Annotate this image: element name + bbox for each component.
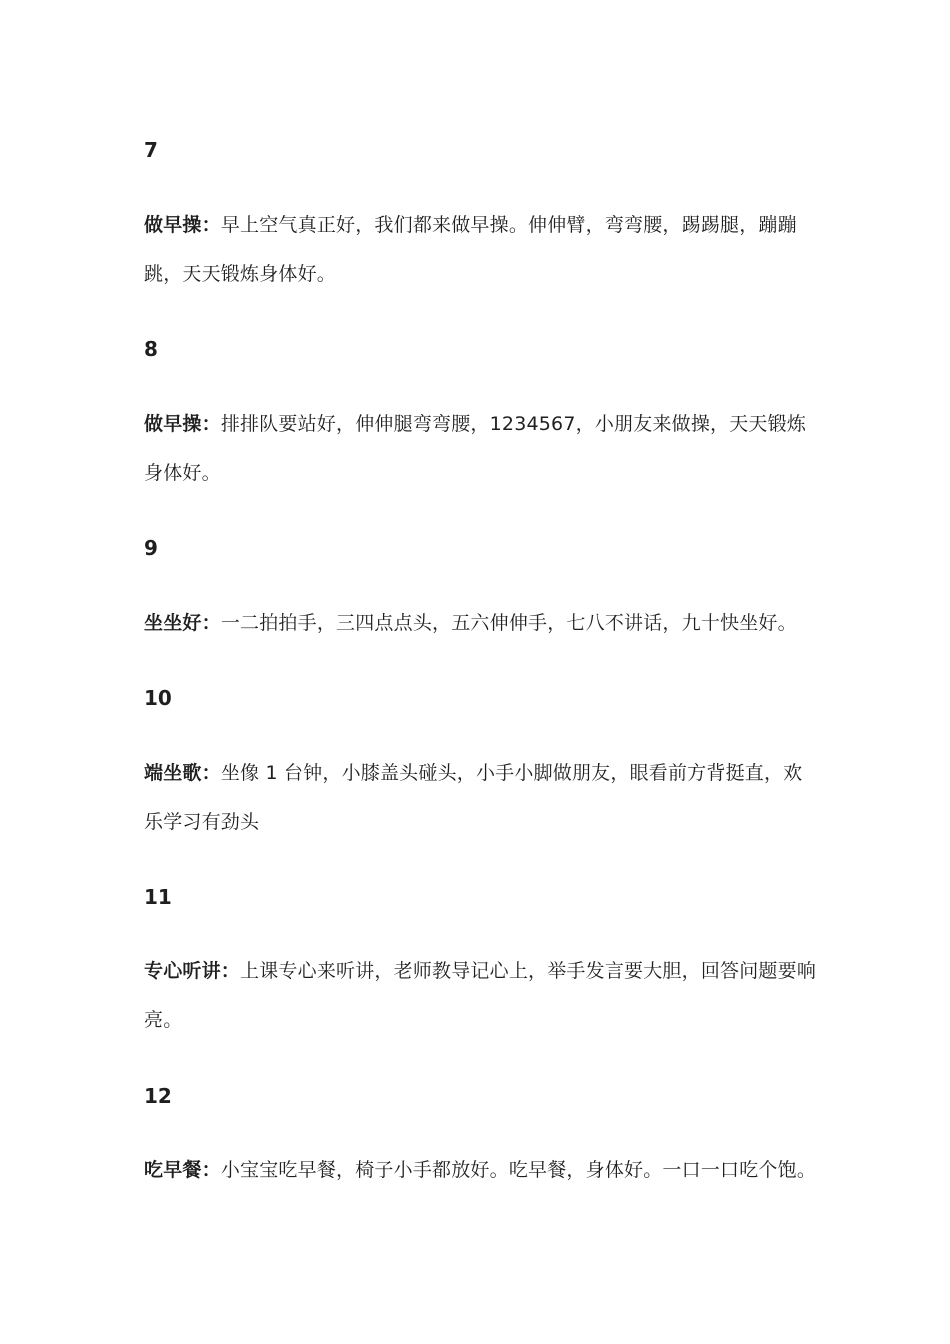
item-number-8: 8 xyxy=(144,337,158,361)
item-text-7: 早上空气真正好，我们都来做早操。伸伸臂，弯弯腰，踢踢腿，蹦蹦跳，天天锻炼身体好。 xyxy=(144,214,797,285)
item-paragraph-9 xyxy=(144,599,820,648)
item-paragraph-11 xyxy=(144,947,820,1045)
item-text-10: 坐像 1 台钟，小膝盖头碰头，小手小脚做朋友，眼看前方背挺直，欢乐学习有劲头 xyxy=(144,762,803,833)
item-text-8: 排排队要站好，伸伸腿弯弯腰，1234567，小朋友来做操，天天锻炼身体好。 xyxy=(144,413,807,484)
item-title-12: 吃早餐： xyxy=(144,1159,221,1181)
item-number-12: 12 xyxy=(144,1084,172,1108)
item-paragraph-12 xyxy=(144,1146,820,1195)
item-title-9: 坐坐好： xyxy=(144,612,221,634)
item-number-10: 10 xyxy=(144,686,172,710)
item-number-9: 9 xyxy=(144,536,158,560)
item-title-7: 做早操： xyxy=(144,214,221,236)
item-paragraph-8 xyxy=(144,400,820,498)
item-text-12: 小宝宝吃早餐，椅子小手都放好。吃早餐，身体好。一口一口吃个饱。 xyxy=(220,1159,817,1181)
item-text-9: 一二拍拍手，三四点点头，五六伸伸手，七八不讲话，九十快坐好。 xyxy=(220,612,797,634)
item-number-7: 7 xyxy=(144,138,158,162)
item-paragraph-10 xyxy=(144,749,820,847)
item-title-10: 端坐歌： xyxy=(144,762,221,784)
item-number-11: 11 xyxy=(144,885,172,909)
item-title-11: 专心听讲： xyxy=(144,960,241,982)
item-text-11: 上课专心来听讲，老师教导记心上，举手发言要大胆，回答问题要响亮。 xyxy=(144,960,817,1031)
item-title-8: 做早操： xyxy=(144,413,221,435)
item-paragraph-7 xyxy=(144,201,820,299)
